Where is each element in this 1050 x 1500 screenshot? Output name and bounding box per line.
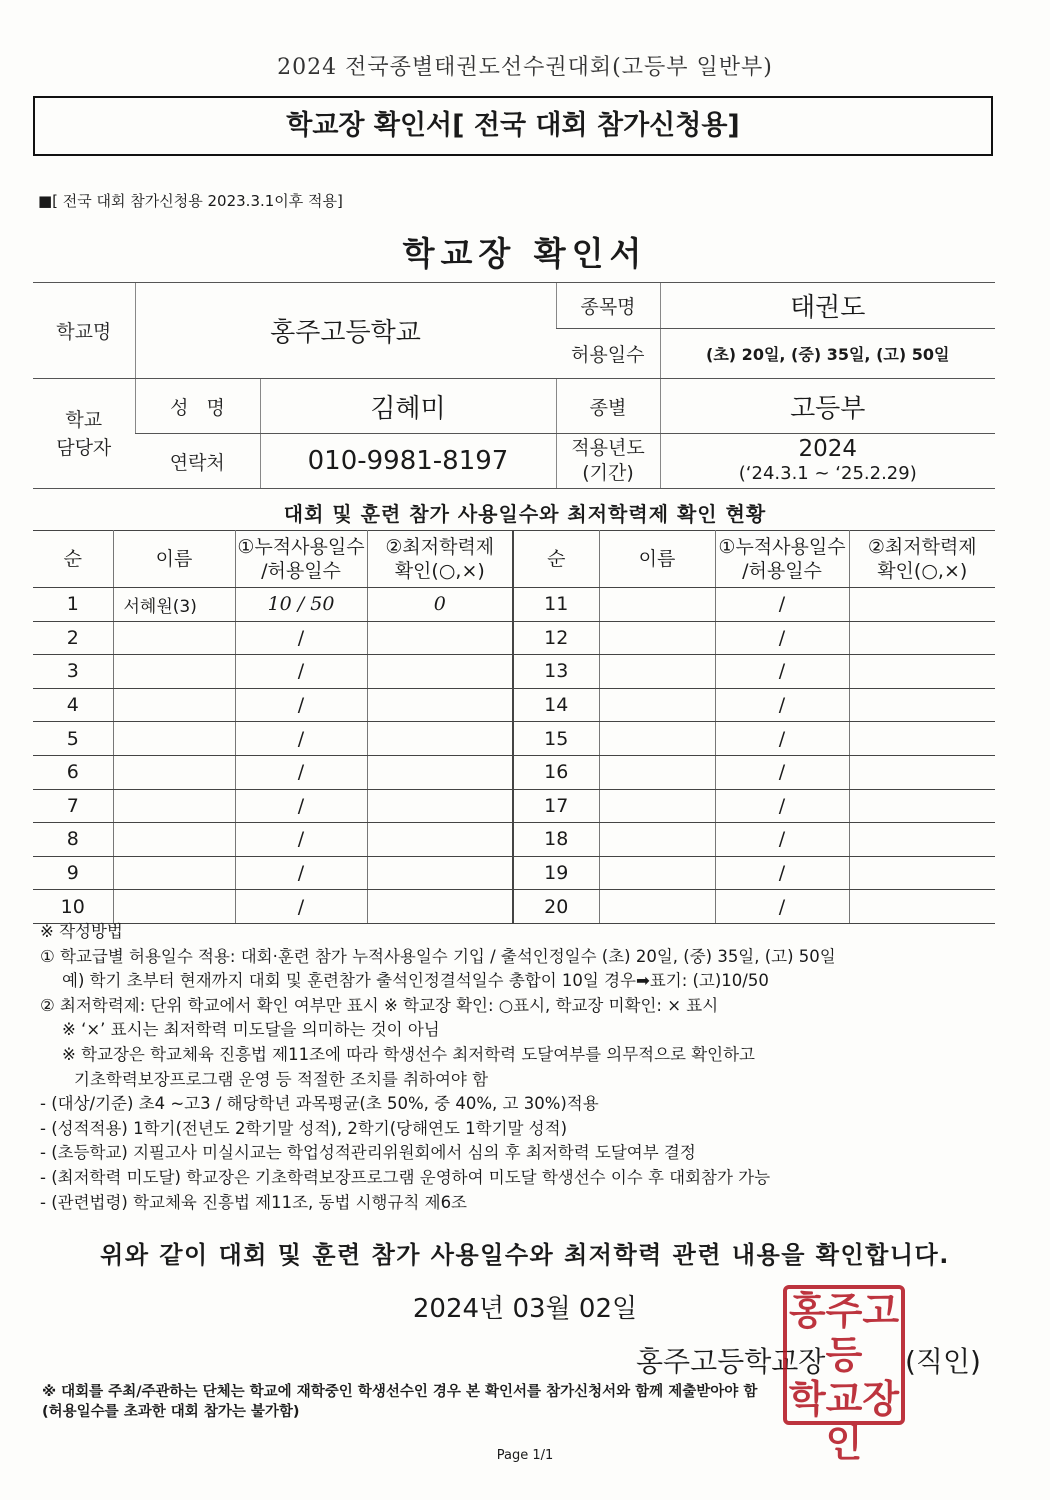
athlete-name <box>113 688 235 722</box>
form-title: 학교장 확인서 <box>402 234 648 273</box>
athlete-name <box>599 856 715 890</box>
contact-value: 010-9981-8197 <box>260 434 556 489</box>
row-number: 3 <box>33 655 113 689</box>
days-used: / <box>715 588 849 622</box>
row-number: 19 <box>513 856 599 890</box>
row-number: 2 <box>33 621 113 655</box>
instruction-line: ※ 작성방법 <box>40 922 123 941</box>
header-academic: ②최저학력제 확인(○,×) <box>367 531 513 588</box>
days-used: / <box>715 789 849 823</box>
athlete-name <box>599 688 715 722</box>
staff-name-label: 성 명 <box>135 379 260 434</box>
row-number: 17 <box>513 789 599 823</box>
seal-line-2: 학교장인 <box>788 1377 900 1465</box>
seal-line-1: 홍주고등 <box>788 1289 900 1377</box>
academic-check <box>367 789 513 823</box>
days-used: / <box>235 789 367 823</box>
academic-check <box>849 823 995 857</box>
days-used: / <box>235 890 367 924</box>
athlete-name <box>599 722 715 756</box>
footer-note: ※ 대회를 주최/주관하는 단체는 학교에 재학중인 학생선수인 경우 본 확인서를 참가신청서와 함께 제출받아야 함 (허용일수를 초과한 대회 참가는 불가함) <box>42 1384 758 1420</box>
academic-check <box>849 890 995 924</box>
athlete-name <box>113 856 235 890</box>
academic-check <box>849 722 995 756</box>
academic-check <box>849 789 995 823</box>
row-number: 8 <box>33 823 113 857</box>
instruction-line: ① 학교급별 허용일수 적용: 대회·훈련 참가 누적사용일수 기입 / 출석인정일수 (초) 20일, (중) 35일, (고) 50일 <box>40 946 836 966</box>
days-used: / <box>235 856 367 890</box>
academic-check <box>367 722 513 756</box>
row-number: 4 <box>33 688 113 722</box>
school-name-label: 학교명 <box>33 283 135 379</box>
athlete-name <box>599 588 715 622</box>
header-name: 이름 <box>113 531 235 588</box>
school-info-table <box>33 282 995 489</box>
row-number: 7 <box>33 789 113 823</box>
academic-check <box>367 890 513 924</box>
year-period: (‘24.3.1 ~ ‘25.2.29) <box>738 463 917 484</box>
days-used: / <box>715 621 849 655</box>
instruction-line: - (초등학교) 지필고사 미실시교는 학업성적관리위원회에서 심의 후 최저학력 도달여부 결정 <box>40 1143 696 1163</box>
athlete-name <box>599 789 715 823</box>
athlete-name <box>113 722 235 756</box>
year-value: 2024 <box>798 436 858 462</box>
academic-check <box>367 856 513 890</box>
athlete-name <box>113 621 235 655</box>
instruction-line: ※ ‘×’ 표시는 최저학력 미도달을 의미하는 것이 아님 <box>62 1020 440 1040</box>
row-number: 15 <box>513 722 599 756</box>
academic-check <box>367 688 513 722</box>
table-row <box>33 688 995 722</box>
academic-check <box>367 621 513 655</box>
table-row <box>33 856 995 890</box>
athlete-name <box>599 823 715 857</box>
principal-signature: 홍주고등학교장 <box>636 1345 826 1378</box>
instructions-block <box>40 920 1000 1215</box>
days-used: / <box>715 688 849 722</box>
days-used: / <box>715 755 849 789</box>
year-label: 적용년도 (기간) <box>556 434 660 489</box>
allowed-days-label: 허용일수 <box>556 329 660 379</box>
sport-value: 태권도 <box>660 283 995 329</box>
instruction-line: - (최저학력 미도달) 학교장은 기초학력보장프로그램 운영하여 미도달 학생선수 이수 후 대회참가 가능 <box>40 1167 771 1187</box>
academic-check <box>849 856 995 890</box>
athlete-name <box>113 755 235 789</box>
days-used: / <box>235 722 367 756</box>
athlete-name <box>599 755 715 789</box>
academic-check <box>849 621 995 655</box>
event-header: 2024 전국종별태권도선수권대회(고등부 일반부) <box>277 55 773 80</box>
athlete-name <box>113 789 235 823</box>
days-used: / <box>235 823 367 857</box>
document-title-box: 학교장 확인서[ 전국 대회 참가신청용] <box>33 96 993 156</box>
days-used: / <box>235 655 367 689</box>
instruction-line: - (성적적용) 1학기(전년도 2학기말 성적), 2학기(당해연도 1학기말 성적) <box>40 1118 568 1138</box>
division-label: 종별 <box>556 379 660 434</box>
instruction-line: 예) 학기 초부터 현재까지 대회 및 훈련참가 출석인정결석일수 총합이 10일 경우➡표기: (고)10/50 <box>62 971 769 991</box>
athlete-name <box>599 621 715 655</box>
days-used: / <box>715 856 849 890</box>
instruction-line: ※ 학교장은 학교체육 진흥법 제11조에 따라 학생선수 최저학력 도달여부를 의무적으로 확인하고 <box>62 1044 755 1064</box>
athlete-name: 서혜원(3) <box>113 588 235 622</box>
document-date: 2024년 03월 02일 <box>412 1294 638 1324</box>
staff-label: 학교 담당자 <box>33 379 135 489</box>
row-number: 9 <box>33 856 113 890</box>
academic-check <box>849 755 995 789</box>
athlete-name <box>599 655 715 689</box>
days-used: / <box>235 755 367 789</box>
athlete-name <box>113 655 235 689</box>
academic-check: 0 <box>367 588 513 622</box>
days-used: / <box>715 890 849 924</box>
days-used: 10 / 50 <box>235 588 367 622</box>
sport-label: 종목명 <box>556 283 660 329</box>
application-note: ■[ 전국 대회 참가신청용 2023.3.1이후 적용] <box>38 192 343 210</box>
table-row <box>33 722 995 756</box>
athlete-name <box>113 823 235 857</box>
instruction-line: - (대상/기준) 초4 ~고3 / 해당학년 과목평균(초 50%, 중 40%, 고 30%)적용 <box>40 1094 599 1114</box>
header-no: 순 <box>33 531 113 588</box>
school-name-value: 홍주고등학교 <box>135 283 556 379</box>
table-row <box>33 823 995 857</box>
seal-label: (직인) <box>905 1345 981 1378</box>
row-number: 16 <box>513 755 599 789</box>
contact-label: 연락처 <box>135 434 260 489</box>
allowed-days-value: (초) 20일, (중) 35일, (고) 50일 <box>660 329 995 379</box>
header-name: 이름 <box>599 531 715 588</box>
table-row <box>33 789 995 823</box>
table-row <box>33 755 995 789</box>
row-number: 10 <box>33 890 113 924</box>
row-number: 18 <box>513 823 599 857</box>
year-cell <box>660 434 995 489</box>
row-number: 5 <box>33 722 113 756</box>
days-used: / <box>235 688 367 722</box>
row-number: 1 <box>33 588 113 622</box>
section-title: 대회 및 훈련 참가 사용일수와 최저학력제 확인 현황 <box>283 502 767 526</box>
header-academic: ②최저학력제 확인(○,×) <box>849 531 995 588</box>
academic-check <box>849 588 995 622</box>
days-used: / <box>235 621 367 655</box>
table-row <box>33 588 995 622</box>
row-number: 13 <box>513 655 599 689</box>
days-used: / <box>715 722 849 756</box>
days-used: / <box>715 823 849 857</box>
academic-check <box>367 655 513 689</box>
instruction-line: ② 최저학력제: 단위 학교에서 확인 여부만 표시 ※ 학교장 확인: ○표시, 학교장 미확인: × 표시 <box>40 995 719 1015</box>
table-row <box>33 655 995 689</box>
confirmation-statement: 위와 같이 대회 및 훈련 참가 사용일수와 최저학력 관련 내용을 확인합니다. <box>100 1241 950 1269</box>
athlete-name <box>599 890 715 924</box>
header-days: ①누적사용일수 /허용일수 <box>235 531 367 588</box>
division-value: 고등부 <box>660 379 995 434</box>
staff-name-value: 김혜미 <box>260 379 556 434</box>
row-number: 6 <box>33 755 113 789</box>
academic-check <box>367 823 513 857</box>
row-number: 12 <box>513 621 599 655</box>
header-days: ①누적사용일수 /허용일수 <box>715 531 849 588</box>
table-row <box>33 890 995 924</box>
academic-check <box>849 688 995 722</box>
row-number: 20 <box>513 890 599 924</box>
table-row <box>33 621 995 655</box>
instruction-line: 기초학력보장프로그램 운영 등 적절한 조치를 취하여야 함 <box>74 1069 489 1089</box>
athlete-roster-table <box>33 530 995 924</box>
academic-check <box>367 755 513 789</box>
row-number: 11 <box>513 588 599 622</box>
page-number: Page 1/1 <box>496 1448 554 1463</box>
academic-check <box>849 655 995 689</box>
instruction-line: - (관련법령) 학교체육 진흥법 제11조, 동법 시행규칙 제6조 <box>40 1192 467 1212</box>
header-no: 순 <box>513 531 599 588</box>
days-used: / <box>715 655 849 689</box>
row-number: 14 <box>513 688 599 722</box>
athlete-name <box>113 890 235 924</box>
